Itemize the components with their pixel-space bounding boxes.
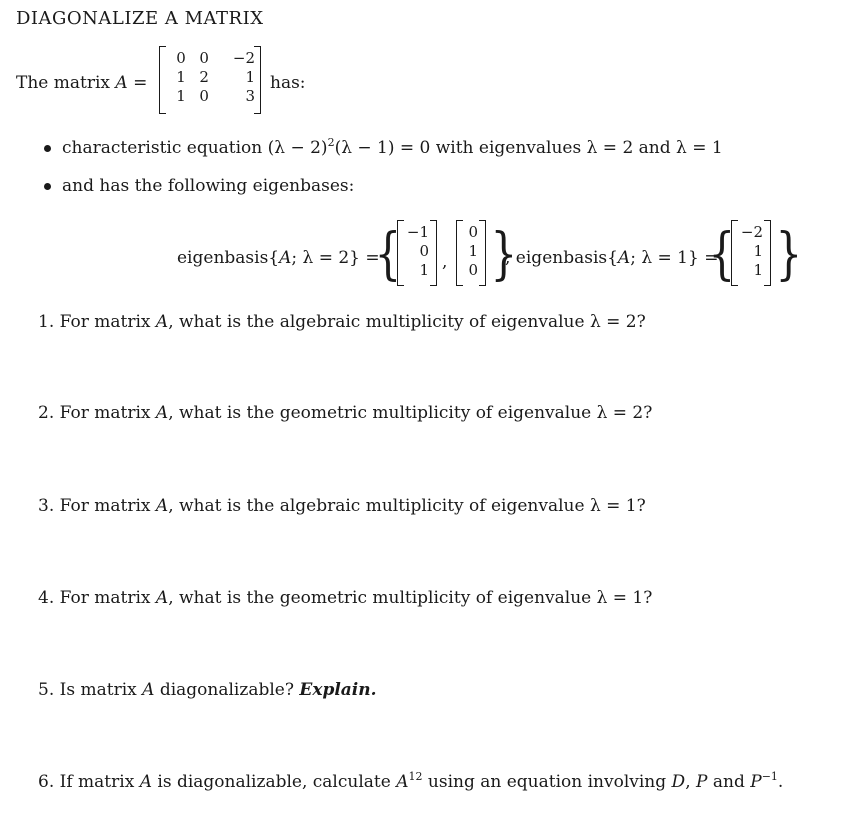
q-var: A [139,772,152,792]
vec2-right-bracket [479,220,486,286]
intro-equals: = [133,73,148,93]
eigen-comma: , [442,252,448,272]
q-post2: using an equation involving [427,772,667,792]
q-post: diagonalizable? [159,680,294,700]
q-post: , what is the geometric multiplicity of eigenvalue λ = 1? [168,588,653,608]
vec-row [462,223,478,242]
vec3-table [737,223,763,280]
q-and: and [712,772,745,792]
question-3 [38,496,646,516]
q-num: 2. [38,403,55,423]
eigen-label-1-text: eigenbasis{ [177,248,280,268]
bullet-dot [44,183,51,190]
q-pre: For matrix [59,496,151,516]
vec-cell: 1 [419,261,429,279]
bullet-char-mid: (λ − 1) = 0 with eigenvalues λ = 2 and λ = 1 [334,138,723,158]
matrix-a [159,46,261,114]
q-p: P [696,772,708,792]
q-num: 4. [38,588,55,608]
q-pinv: P [750,772,762,792]
intro-suffix: has: [270,73,306,93]
vec1-table [403,223,429,280]
intro-prefix [16,73,147,93]
matrix-a-left-bracket [159,46,166,114]
page-title: DIAGONALIZE A MATRIX [16,8,264,29]
vec-row [403,261,429,280]
q-exp: 12 [408,770,423,783]
matrix-a-cell: 1 [176,87,186,105]
vec-cell: 0 [468,223,478,241]
q-var: A [155,403,169,423]
vec-row [737,261,763,280]
vec-row [462,261,478,280]
vec-row [403,223,429,242]
q-post: , what is the algebraic multiplicity of eigenvalue λ = 1? [168,496,646,516]
matrix-a-right-bracket [254,46,261,114]
q-num: 5. [38,680,55,700]
eigen-var: A [617,248,631,268]
vec2-table [462,223,478,280]
q-pre: For matrix [59,403,151,423]
matrix-a-table [167,49,255,106]
vec-cell: 1 [468,242,478,260]
matrix-a-cell: 0 [199,87,209,105]
q-pre: For matrix [59,312,151,332]
vec-cell: 0 [419,242,429,260]
q-var: A [155,312,169,332]
vec-cell: −2 [740,223,763,241]
q-num: 1. [38,312,55,332]
q-pinv-exp: −1 [761,770,778,783]
question-5 [38,680,377,700]
q-end: . [777,772,784,792]
matrix-a-cell: 0 [199,49,209,67]
q-var2: A [396,772,409,792]
vec-row [737,242,763,261]
q-post: is diagonalizable, calculate [157,772,391,792]
eigen-label-1 [177,248,380,268]
vec-row [737,223,763,242]
eigenvector-1 [397,220,437,286]
q-var: A [142,680,155,700]
left-brace-2: { [708,222,736,287]
matrix-a-cell: 2 [199,68,209,86]
matrix-a-cell: −2 [232,49,255,67]
eigen-var: A [279,248,292,268]
q-pre: Is matrix [59,680,137,700]
vec-cell: −1 [406,223,429,241]
eigenvector-2 [456,220,486,286]
q-var: A [155,496,169,516]
q-sep: , [685,772,691,792]
matrix-a-row [167,68,255,87]
intro-var: A [115,73,128,93]
matrix-a-cell: 1 [245,68,255,86]
bullet-char-pre: characteristic equation (λ − 2) [62,138,328,158]
question-6 [38,772,783,792]
q-pre: For matrix [59,588,151,608]
q-pre: If matrix [59,772,135,792]
bullet-eigenbases: and has the following eigenbases: [62,176,355,196]
intro-prefix-text: The matrix [16,73,110,93]
q-d: D [671,772,686,792]
q-post: , what is the geometric multiplicity of eigenvalue λ = 2? [168,403,653,423]
matrix-a-row [167,87,255,106]
q-num: 3. [38,496,55,516]
eigenvector-3 [731,220,771,286]
left-brace-1: { [374,222,402,287]
vec-row [403,242,429,261]
matrix-a-cell: 3 [245,87,255,105]
bullet-dot [44,145,51,152]
q-var: A [155,588,169,608]
q-num: 6. [38,772,55,792]
matrix-a-row [167,49,255,68]
eigen-cond-2: ; λ = 1} = [630,248,719,268]
matrix-a-cell: 0 [176,49,186,67]
question-1 [38,312,646,332]
vec-cell: 1 [753,242,763,260]
eigen-label-2 [505,248,718,268]
q-emphasis: Explain. [299,680,377,700]
right-brace-2: } [775,222,803,287]
vec-row [462,242,478,261]
vec-cell: 1 [753,261,763,279]
eigen-label-2-text: , eigenbasis{ [505,248,618,268]
q-post: , what is the algebraic multiplicity of eigenvalue λ = 2? [168,312,646,332]
matrix-a-cell: 1 [176,68,186,86]
right-brace-1: } [490,222,518,287]
eigen-cond-1: ; λ = 2} = [291,248,380,268]
bullet-characteristic [62,138,723,158]
vec1-right-bracket [430,220,437,286]
question-2 [38,403,652,423]
bullet-char-exp: 2 [327,136,335,149]
vec3-right-bracket [764,220,771,286]
vec-cell: 0 [468,261,478,279]
question-4 [38,588,652,608]
